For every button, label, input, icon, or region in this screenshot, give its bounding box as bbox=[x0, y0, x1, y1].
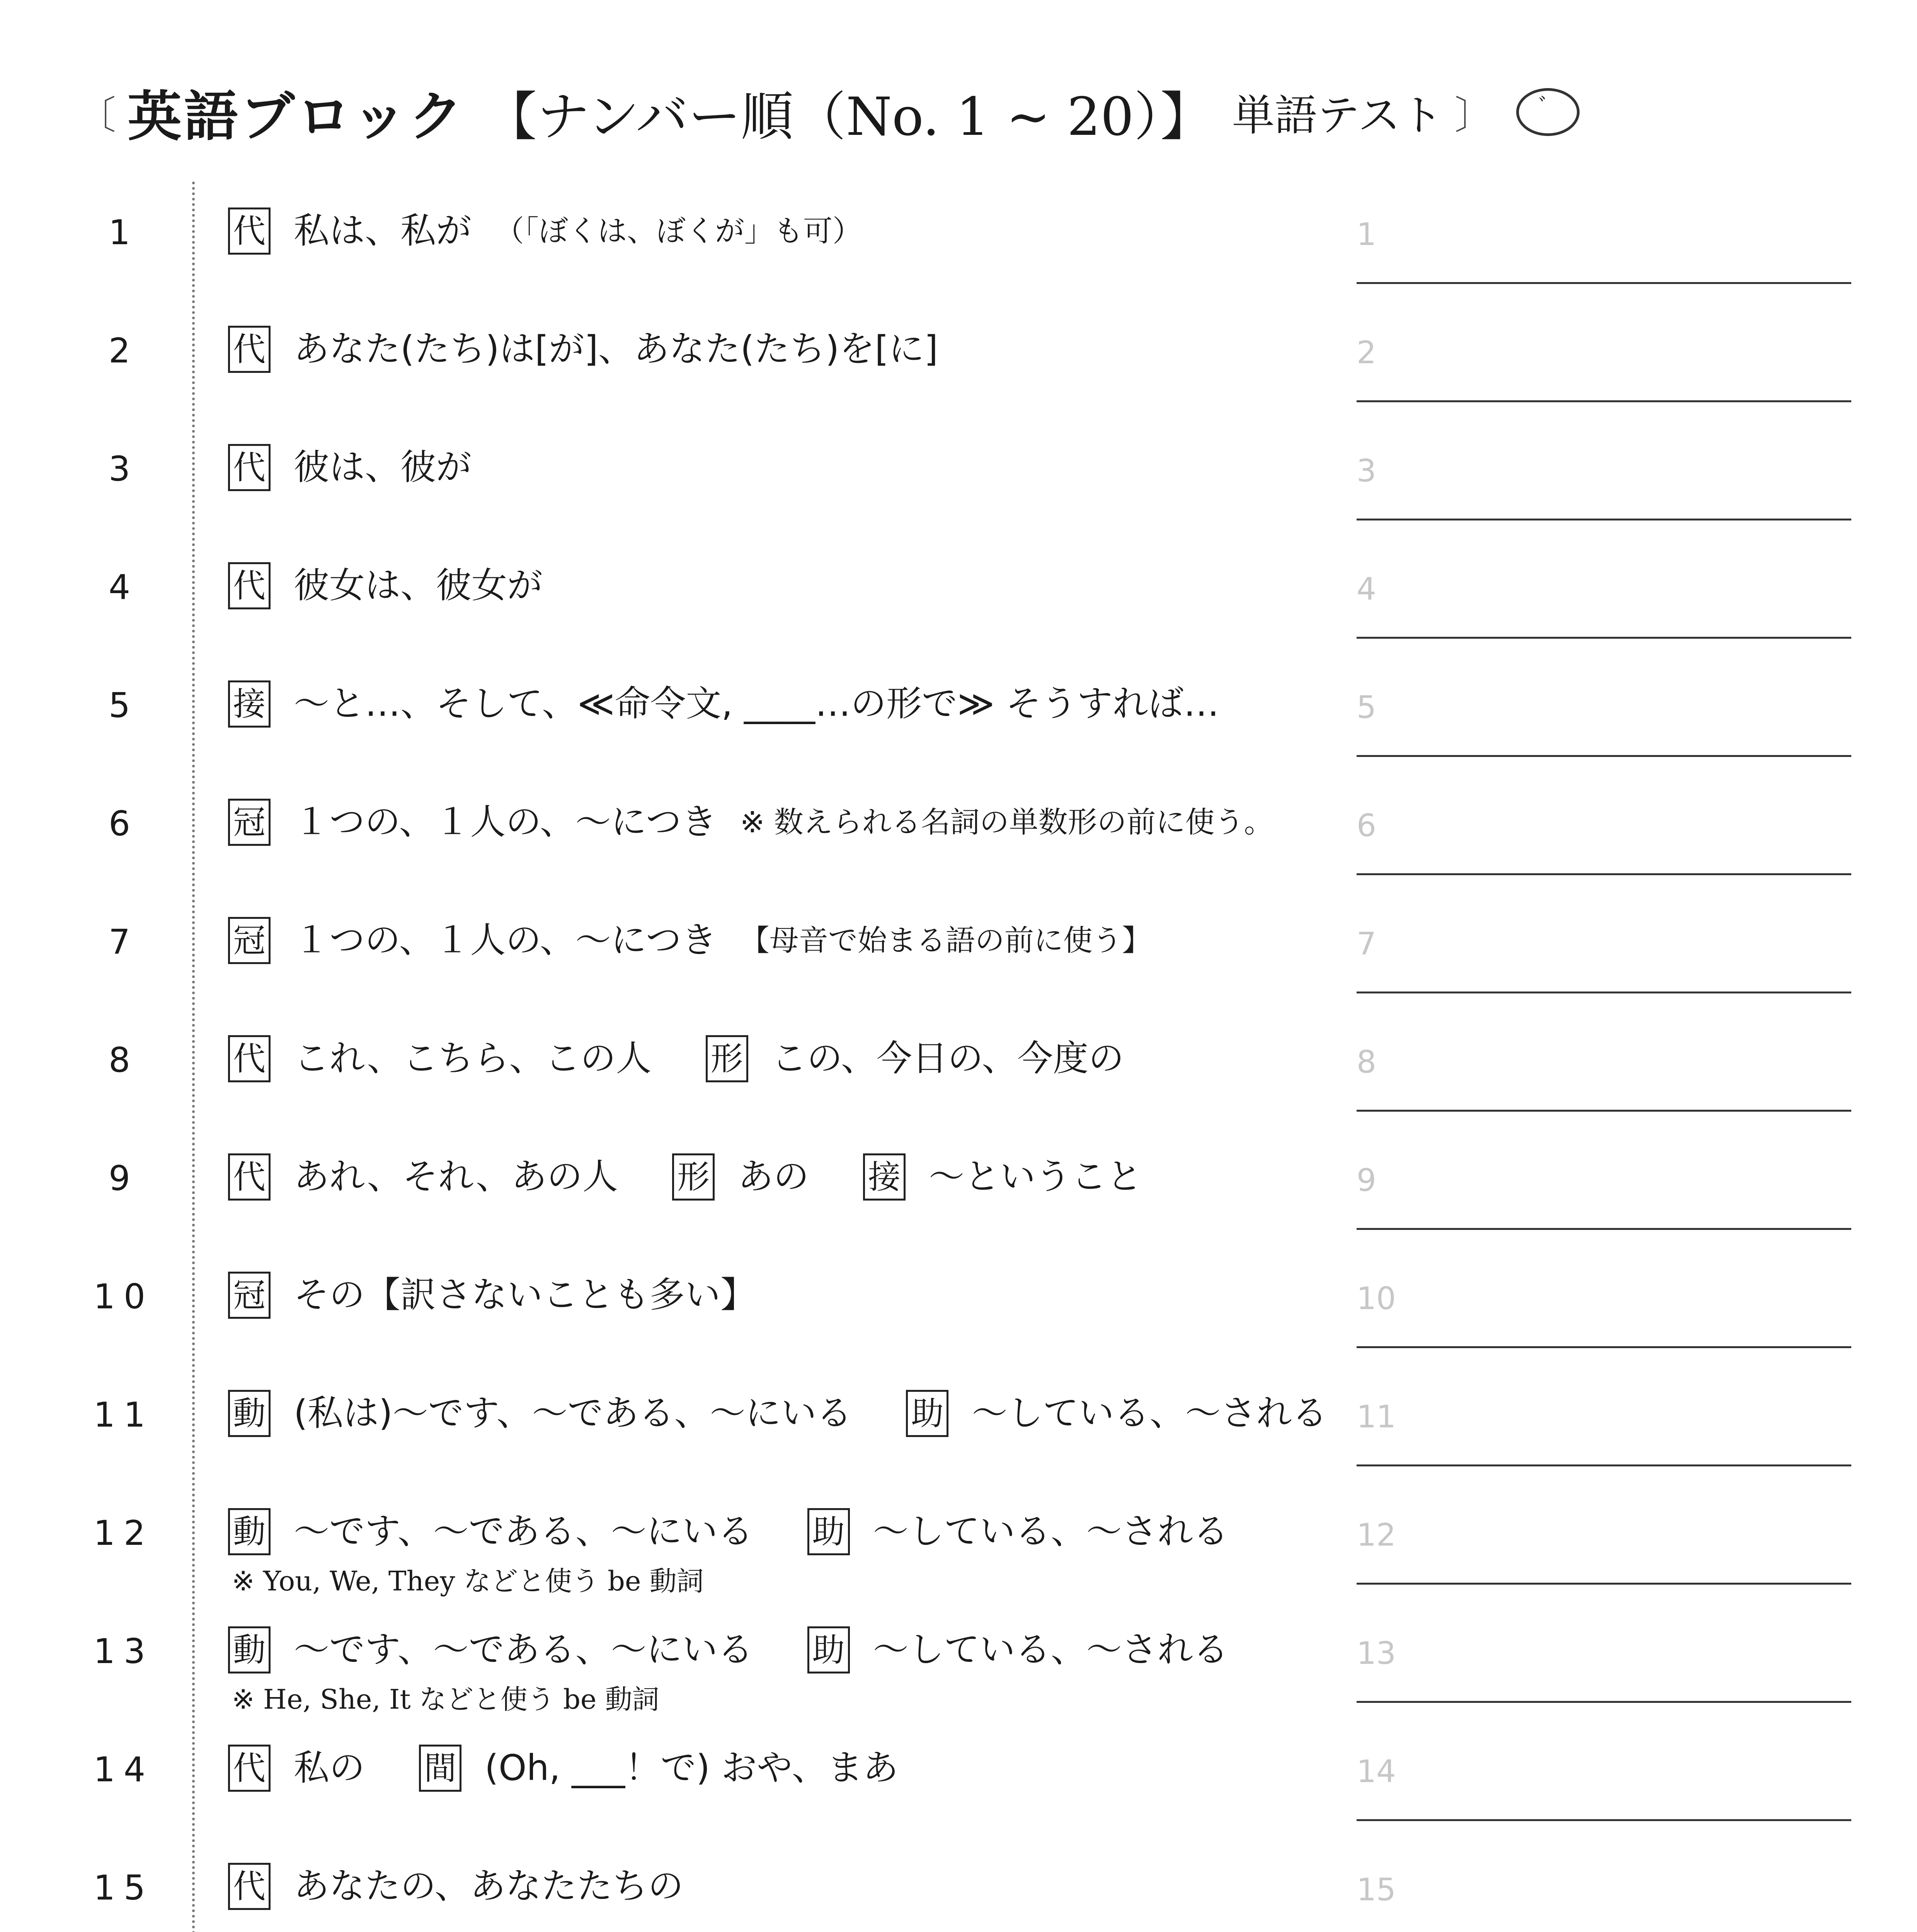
meaning-text: ～です、～である、～にいる bbox=[294, 1629, 753, 1670]
answer-field-number: 6 bbox=[1357, 808, 1376, 844]
item-number: 1 bbox=[109, 213, 139, 252]
item-meaning bbox=[228, 1621, 1372, 1677]
part-of-speech-badge: 形 bbox=[706, 1035, 748, 1082]
meaning-text: 私は、私が bbox=[294, 210, 472, 252]
item-meaning bbox=[228, 556, 1372, 613]
answer-field-number: 15 bbox=[1357, 1872, 1396, 1908]
part-of-speech-badge: 動 bbox=[228, 1626, 271, 1673]
answer-field[interactable] bbox=[1357, 453, 1851, 520]
brand-logo: 英語ブロック bbox=[128, 85, 465, 148]
item-number: 13 bbox=[94, 1631, 154, 1671]
part-of-speech-badge: 助 bbox=[807, 1626, 850, 1673]
item-meaning bbox=[228, 438, 1372, 495]
part-of-speech-badge: 接 bbox=[228, 680, 271, 728]
answer-field[interactable] bbox=[1357, 1872, 1851, 1932]
item-number: 7 bbox=[109, 922, 139, 962]
usage-note: ※ You, We, They などと使う be 動詞 bbox=[232, 1565, 704, 1597]
part-of-speech-badge: 代 bbox=[228, 444, 271, 491]
item-meaning bbox=[228, 793, 1372, 849]
item-meaning bbox=[228, 202, 1372, 258]
meaning-text: あなた(たち)は[が]、あなた(たち)を[に] bbox=[294, 328, 938, 370]
meaning-text: １つの、１人の、～につき bbox=[294, 919, 717, 961]
item-meaning bbox=[228, 1857, 1372, 1913]
meaning-text: ～している、～される bbox=[873, 1510, 1229, 1552]
answer-field-number: 5 bbox=[1357, 689, 1376, 725]
item-number: 8 bbox=[109, 1040, 139, 1080]
title-bracket-right: 〕 bbox=[1454, 93, 1493, 138]
answer-field[interactable] bbox=[1357, 335, 1851, 402]
part-of-speech-badge: 代 bbox=[228, 562, 271, 609]
item-number: 12 bbox=[94, 1513, 154, 1553]
answer-underline bbox=[1357, 1228, 1851, 1230]
word-row bbox=[0, 1833, 1917, 1932]
item-number: 6 bbox=[109, 804, 139, 844]
item-meaning bbox=[228, 1502, 1372, 1559]
title-sub: 単語テスト bbox=[1232, 91, 1443, 140]
word-row bbox=[0, 532, 1917, 651]
answer-underline bbox=[1357, 1819, 1851, 1821]
meaning-text: あれ、それ、あの人 bbox=[294, 1156, 618, 1197]
face-icon bbox=[1516, 88, 1580, 136]
part-of-speech-badge: 代 bbox=[228, 1153, 271, 1201]
word-row bbox=[0, 651, 1917, 769]
answer-field-number: 9 bbox=[1357, 1162, 1376, 1198]
item-number: 15 bbox=[94, 1868, 154, 1908]
answer-field-number: 13 bbox=[1357, 1635, 1396, 1671]
item-meaning bbox=[228, 1266, 1372, 1322]
part-of-speech-badge: 代 bbox=[228, 207, 271, 255]
meaning-text: 彼女は、彼女が bbox=[294, 565, 543, 606]
answer-field-number: 7 bbox=[1357, 926, 1376, 962]
meaning-note: 【母音で始まる語の前に使う】 bbox=[740, 923, 1151, 957]
answer-field[interactable] bbox=[1357, 571, 1851, 639]
word-row bbox=[0, 178, 1917, 296]
word-row bbox=[0, 1124, 1917, 1242]
part-of-speech-badge: 助 bbox=[807, 1508, 850, 1555]
answer-underline bbox=[1357, 1701, 1851, 1703]
item-number: 10 bbox=[94, 1277, 154, 1316]
part-of-speech-badge: 動 bbox=[228, 1390, 271, 1437]
word-row bbox=[0, 1597, 1917, 1715]
answer-field-number: 11 bbox=[1357, 1399, 1396, 1435]
answer-field-number: 12 bbox=[1357, 1517, 1396, 1553]
word-row bbox=[0, 887, 1917, 1005]
part-of-speech-badge: 冠 bbox=[228, 1272, 271, 1319]
meaning-text: 彼は、彼が bbox=[294, 446, 472, 488]
part-of-speech-badge: 助 bbox=[906, 1390, 948, 1437]
answer-field-number: 14 bbox=[1357, 1753, 1396, 1789]
meaning-text: あの bbox=[738, 1156, 809, 1197]
answer-field[interactable] bbox=[1357, 1044, 1851, 1112]
answer-field[interactable] bbox=[1357, 689, 1851, 757]
part-of-speech-badge: 代 bbox=[228, 1863, 271, 1910]
answer-underline bbox=[1357, 873, 1851, 875]
meaning-text: (Oh, ___！で) おや、まあ bbox=[485, 1747, 899, 1789]
usage-note: ※ He, She, It などと使う be 動詞 bbox=[232, 1684, 659, 1715]
item-meaning bbox=[228, 320, 1372, 376]
word-row bbox=[0, 1478, 1917, 1597]
answer-field[interactable] bbox=[1357, 1399, 1851, 1466]
meaning-note: ※ 数えられる名詞の単数形の前に使う。 bbox=[740, 804, 1273, 839]
part-of-speech-badge: 接 bbox=[863, 1153, 906, 1201]
page-title bbox=[66, 66, 1844, 158]
word-row bbox=[0, 1360, 1917, 1478]
answer-field[interactable] bbox=[1357, 216, 1851, 284]
answer-field[interactable] bbox=[1357, 1281, 1851, 1348]
meaning-text: ～ということ bbox=[929, 1156, 1142, 1197]
item-meaning bbox=[228, 1384, 1372, 1440]
part-of-speech-badge: 形 bbox=[672, 1153, 715, 1201]
title-bracket-left: 〔 bbox=[77, 93, 116, 138]
meaning-text: ～です、～である、～にいる bbox=[294, 1510, 753, 1552]
answer-underline bbox=[1357, 1346, 1851, 1348]
meaning-text: あなたの、あなたたちの bbox=[294, 1865, 684, 1907]
answer-field[interactable] bbox=[1357, 1635, 1851, 1703]
answer-field-number: 10 bbox=[1357, 1281, 1396, 1316]
answer-underline bbox=[1357, 755, 1851, 757]
answer-field[interactable] bbox=[1357, 808, 1851, 875]
part-of-speech-badge: 代 bbox=[228, 1745, 271, 1792]
item-meaning bbox=[228, 675, 1372, 731]
item-meaning bbox=[228, 1739, 1372, 1795]
meaning-note: （「ぼくは、ぼくが」も可） bbox=[495, 213, 862, 248]
answer-field[interactable] bbox=[1357, 1753, 1851, 1821]
part-of-speech-badge: 間 bbox=[419, 1745, 461, 1792]
answer-underline bbox=[1357, 1464, 1851, 1466]
word-row bbox=[0, 296, 1917, 414]
meaning-text: １つの、１人の、～につき bbox=[294, 801, 717, 843]
item-number: 9 bbox=[109, 1158, 139, 1198]
answer-underline bbox=[1357, 282, 1851, 284]
part-of-speech-badge: 代 bbox=[228, 326, 271, 373]
answer-underline bbox=[1357, 637, 1851, 639]
meaning-text: 私の bbox=[294, 1747, 365, 1789]
item-number: 11 bbox=[94, 1395, 154, 1435]
item-number: 4 bbox=[109, 567, 139, 607]
part-of-speech-badge: 動 bbox=[228, 1508, 271, 1555]
item-number: 5 bbox=[109, 685, 139, 725]
answer-field[interactable] bbox=[1357, 1517, 1851, 1585]
answer-underline bbox=[1357, 400, 1851, 402]
meaning-text: ～している、～される bbox=[873, 1629, 1229, 1670]
part-of-speech-badge: 代 bbox=[228, 1035, 271, 1082]
answer-underline bbox=[1357, 1110, 1851, 1112]
answer-field[interactable] bbox=[1357, 1162, 1851, 1230]
meaning-text: これ、こちら、この人 bbox=[294, 1037, 652, 1079]
item-number: 2 bbox=[109, 331, 139, 371]
meaning-text: この、今日の、今度の bbox=[771, 1037, 1124, 1079]
part-of-speech-badge: 冠 bbox=[228, 799, 271, 846]
answer-field[interactable] bbox=[1357, 926, 1851, 993]
meaning-text: (私は)～です、～である、～にいる bbox=[294, 1392, 852, 1434]
word-row bbox=[0, 1715, 1917, 1833]
answer-underline bbox=[1357, 992, 1851, 993]
answer-field-number: 4 bbox=[1357, 571, 1376, 607]
answer-underline bbox=[1357, 519, 1851, 520]
answer-field-number: 8 bbox=[1357, 1044, 1376, 1080]
answer-underline bbox=[1357, 1583, 1851, 1585]
answer-field-number: 2 bbox=[1357, 335, 1376, 371]
word-row bbox=[0, 1005, 1917, 1124]
meaning-text: ～している、～される bbox=[972, 1392, 1328, 1434]
item-meaning bbox=[228, 1148, 1372, 1204]
answer-field-number: 3 bbox=[1357, 453, 1376, 489]
item-number: 14 bbox=[94, 1750, 154, 1789]
item-meaning bbox=[228, 1029, 1372, 1086]
word-row bbox=[0, 1242, 1917, 1360]
item-meaning bbox=[228, 911, 1372, 968]
title-main: 【ナンバー順（No. 1 ~ 20）】 bbox=[484, 87, 1213, 148]
part-of-speech-badge: 冠 bbox=[228, 917, 271, 964]
word-row bbox=[0, 414, 1917, 532]
meaning-text: その【訳さないことも多い】 bbox=[294, 1274, 756, 1316]
word-row bbox=[0, 769, 1917, 887]
item-number: 3 bbox=[109, 449, 139, 489]
answer-field-number: 1 bbox=[1357, 216, 1376, 252]
meaning-text: ～と…、そして、≪命令文, ____…の形で≫ そうすれば… bbox=[294, 683, 1219, 724]
